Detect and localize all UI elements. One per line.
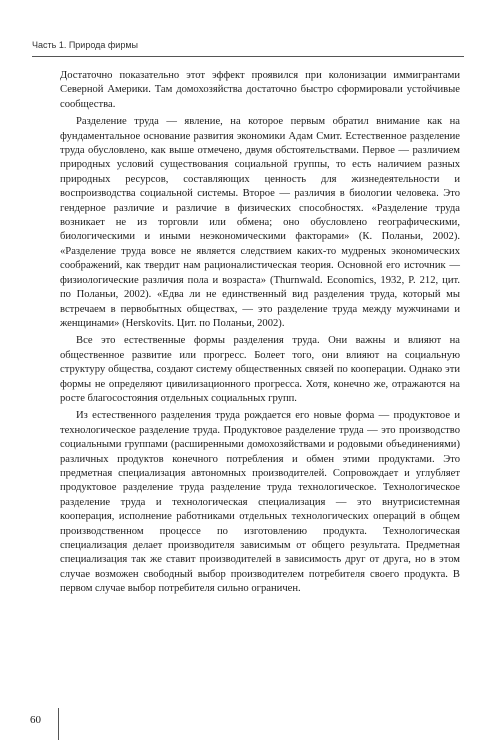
page-number: 60 xyxy=(30,714,41,726)
header-divider xyxy=(32,56,464,57)
paragraph-2: Разделение труда — явление, на которое первым обратил внимание как на фундаментальное основание развития экономики Адам Смит. Естественное разделение труда обусловлено, как выше отмечено, двумя обстоятельствами. Первое — различием природных условий существования социальной группы, то есть наличием разных природных ресурсов, составляющих ценность для жизнедеятельности и воспроизводства социальной системы. Второе — различия в биологии человека. Это гендерное различие и различие в физических способностях. «Разделение труда возникает не из торговли или обмена; оно обусловлено географическими, биологическими и иными неэкономическими факторами» (К. Поланьи, 2002). «Разделение труда вовсе не является следствием каких-то мудреных экономических соображений, как твердит нам рационалистическая теория. Основной его источник — физиологические различия пола и возраста» (Thurnwald. Economics, 1932, P. 212, цит. по Поланьи, 2002). «Едва ли не единственный вид разделения труда, который мы встречаем в первобытных обществах, — это разделение труда между мужчинами и женщинами» (Herskovits. Цит. по Поланьи, 2002). xyxy=(60,116,460,329)
paragraph-3: Все это естественные формы разделения труда. Они важны и влияют на общественное развитие или прогресс. Болеет того, они влияют на социальную структуру общества, создают систему общественных связей по кооперации. Однако эти формы не определяют цивилизационного прогресса. Хотя, конечно же, отражаются на росте благосостояния отдельных социальных групп. xyxy=(60,335,460,404)
paragraph-4: Из естественного разделения труда рождается его новые форма — продуктовое и технологическое разделение труда. Продуктовое разделение труда — это производство социальными группами (расширенными домохозяйствами и родовыми объединениями) различных продуктов конечного потребления и обмен этими продуктами. Это предметная специализация автономных производителей. Сопровождает и углубляет продуктовое разделение труда разделение труда технологическое. Технологическое разделение труда и технологическая специализация — это внутрисистемная кооперация, исполнение работниками отдельных технологических операций в общем производственном процессе по изготовлению продукта. Технологическая специализация делает производителя зависимым от общего результата. Предметная специализация так же ставит производителей в зависимость друг от друга, но в этом случае возможен свободный выбор производителем потребителя своего продукта. В первом случае выбор потребителя сильно ограничен. xyxy=(60,410,460,595)
page-body xyxy=(60,69,460,600)
footer-divider xyxy=(58,708,59,740)
paragraph-1: Достаточно показательно этот эффект проявился при колонизации иммигрантами Северной Америки. Там домохозяйства достаточно быстро сформировали устойчивые сообщества. xyxy=(60,70,460,110)
running-header: Часть 1. Природа фирмы xyxy=(32,40,138,50)
